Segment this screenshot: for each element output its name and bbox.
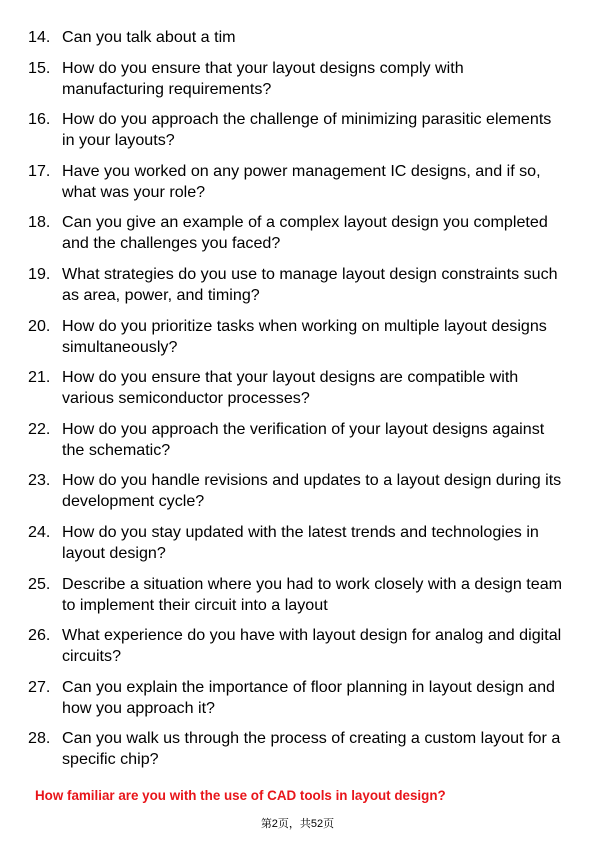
question-item — [28, 316, 568, 358]
question-item — [28, 419, 568, 461]
question-item — [28, 470, 568, 512]
question-number: 27. — [28, 677, 51, 696]
question-number: 16. — [28, 110, 51, 129]
question-number: 24. — [28, 522, 51, 541]
question-text: Have you worked on any power management IC designs, and if so, what was your role? — [62, 161, 541, 201]
page-number-footer: 第2页，共52页 — [260, 818, 335, 830]
question-number: 17. — [28, 161, 51, 180]
question-text: Describe a situation where you had to work closely with a design team to implement their circuit into a layout — [62, 574, 563, 614]
question-item — [28, 574, 568, 616]
question-item — [28, 728, 568, 770]
question-text: How do you approach the challenge of minimizing parasitic elements in your layouts? — [62, 110, 552, 150]
question-item — [28, 625, 568, 667]
question-number: 22. — [28, 419, 51, 438]
question-item — [28, 58, 568, 100]
question-text: What strategies do you use to manage layout design constraints such as area, power, and timing? — [62, 264, 558, 304]
question-number: 26. — [28, 626, 51, 645]
question-number: 25. — [28, 574, 51, 593]
question-text: How do you ensure that your layout designs are compatible with various semiconductor processes? — [62, 368, 519, 408]
question-number: 14. — [28, 28, 51, 46]
question-number: 15. — [28, 58, 51, 77]
question-item — [28, 264, 568, 306]
question-item — [28, 161, 568, 203]
question-number: 28. — [28, 729, 51, 748]
question-text: Can you walk us through the process of creating a custom layout for a specific chip? — [62, 729, 561, 769]
question-number: 20. — [28, 316, 51, 335]
question-item — [28, 212, 568, 254]
question-number: 23. — [28, 471, 51, 490]
question-number: 19. — [28, 264, 51, 283]
question-text: How do you approach the verification of your layout designs against the schematic? — [62, 419, 545, 459]
question-item — [28, 522, 568, 564]
question-text: Can you talk about a tim — [62, 28, 236, 46]
question-item — [28, 677, 568, 719]
question-item — [28, 27, 568, 48]
question-text: Can you give an example of a complex layout design you completed and the challenges you faced? — [62, 213, 548, 253]
question-item — [28, 367, 568, 409]
question-item — [28, 109, 568, 151]
question-number: 18. — [28, 213, 51, 232]
question-text: Can you explain the importance of floor planning in layout design and how you approach it? — [62, 677, 555, 717]
question-text: How do you prioritize tasks when working on multiple layout designs simultaneously? — [62, 316, 547, 356]
question-text: How do you stay updated with the latest trends and technologies in layout design? — [62, 522, 539, 562]
question-text: What experience do you have with layout design for analog and digital circuits? — [62, 626, 562, 666]
question-text: How do you handle revisions and updates to a layout design during its development cycle? — [62, 471, 562, 511]
question-text: How do you ensure that your layout designs comply with manufacturing requirements? — [62, 58, 464, 98]
question-list — [28, 27, 568, 780]
highlighted-question: How familiar are you with the use of CAD tools in layout design? — [35, 788, 446, 803]
question-number: 21. — [28, 368, 51, 387]
